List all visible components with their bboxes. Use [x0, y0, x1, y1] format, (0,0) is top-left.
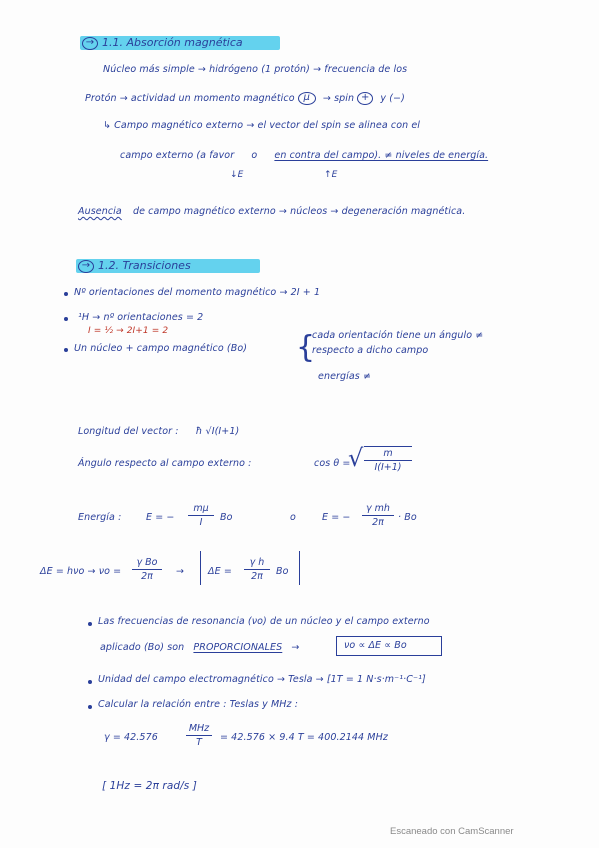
note-line: energías ≠: [318, 371, 372, 382]
fraction-energy: mμ I: [188, 503, 214, 528]
math-lhs: γ = 42.576: [104, 732, 158, 743]
section-title-1: → 1.1. Absorción magnética: [82, 36, 243, 50]
fraction-nu: γ Bo 2π: [132, 557, 162, 582]
math-rhs: = 42.576 × 9.4 T = 400.2144 MHz: [220, 732, 388, 743]
math-lhs: E = −: [146, 512, 175, 523]
note-line: Protón → actividad un momento magnético μ → spin + y (−): [85, 92, 405, 104]
math-lhs: ΔE =: [208, 566, 232, 577]
fraction-angle: m I(I+1): [364, 446, 412, 473]
math-term: Bo: [276, 566, 289, 577]
note-line: ¹H → nº orientaciones = 2: [78, 312, 204, 323]
energy-down-label: ↓E: [230, 170, 244, 180]
scanner-watermark: Escaneado con CamScanner: [390, 826, 514, 837]
mu-circle: μ: [298, 92, 316, 105]
note-line: Ángulo respecto al campo externo :: [78, 458, 252, 469]
note-line: Un núcleo + campo magnético (Bo): [74, 343, 248, 354]
note-line: Unidad del campo electromagnético → Tesla → [1T = 1 N·s·m⁻¹·C⁻¹]: [98, 674, 426, 685]
note-line: Nº orientaciones del momento magnético → 2I + 1: [74, 287, 321, 298]
section-title-2: → 1.2. Transiciones: [78, 259, 191, 273]
note-line: Longitud del vector : ħ √I(I+1): [78, 426, 240, 437]
math-lhs: cos θ =: [314, 458, 351, 469]
bullet-dot: [88, 705, 92, 709]
note-line: [ 1Hz = 2π rad/s ]: [102, 780, 197, 792]
note-line: Calcular la relación entre : Teslas y MHz :: [98, 699, 299, 710]
bullet-dot: [64, 317, 68, 321]
fraction-energy-2: γ mh 2π: [362, 503, 394, 528]
math-lhs: E = −: [322, 512, 351, 523]
note-line: aplicado (Bo) son PROPORCIONALES →: [100, 642, 300, 653]
math-term: o: [290, 512, 296, 523]
note-line: respecto a dicho campo: [312, 345, 429, 356]
bullet-circle-icon: →: [82, 37, 98, 50]
math-term: · Bo: [398, 512, 417, 523]
math-term: νo ∝ ΔE ∝ Bo: [344, 640, 407, 651]
bullet-dot: [64, 292, 68, 296]
note-line: campo externo (a favor o en contra del campo). ≠ niveles de energía.: [120, 150, 489, 161]
bullet-dot: [88, 622, 92, 626]
note-line: Las frecuencias de resonancia (νo) de un núcleo y el campo externo: [98, 616, 430, 627]
math-lhs: ΔE = hνo → νo =: [40, 566, 122, 577]
note-line: Ausencia de campo magnético externo → núcleos → degeneración magnética.: [78, 206, 466, 217]
brace: {: [296, 330, 316, 365]
fraction-mhz: MHz T: [186, 723, 212, 748]
bullet-dot: [64, 348, 68, 352]
arrow: →: [176, 566, 185, 577]
bullet-circle-icon: →: [78, 260, 94, 273]
note-line: Núcleo más simple → hidrógeno (1 protón) → frecuencia de los: [103, 64, 408, 75]
note-line: Energía :: [78, 512, 122, 523]
spin-plus-circle: +: [357, 92, 373, 105]
math-term: Bo: [220, 512, 233, 523]
energy-up-label: ↑E: [324, 170, 338, 180]
bullet-dot: [88, 680, 92, 684]
note-line: ↳ Campo magnético externo → el vector del spin se alinea con el: [103, 120, 421, 131]
note-line: I = ½ → 2I+1 = 2: [88, 326, 169, 336]
note-line: cada orientación tiene un ángulo ≠: [312, 330, 484, 341]
fraction-de: γ h 2π: [244, 557, 270, 582]
sqrt-sign: √: [348, 444, 364, 472]
